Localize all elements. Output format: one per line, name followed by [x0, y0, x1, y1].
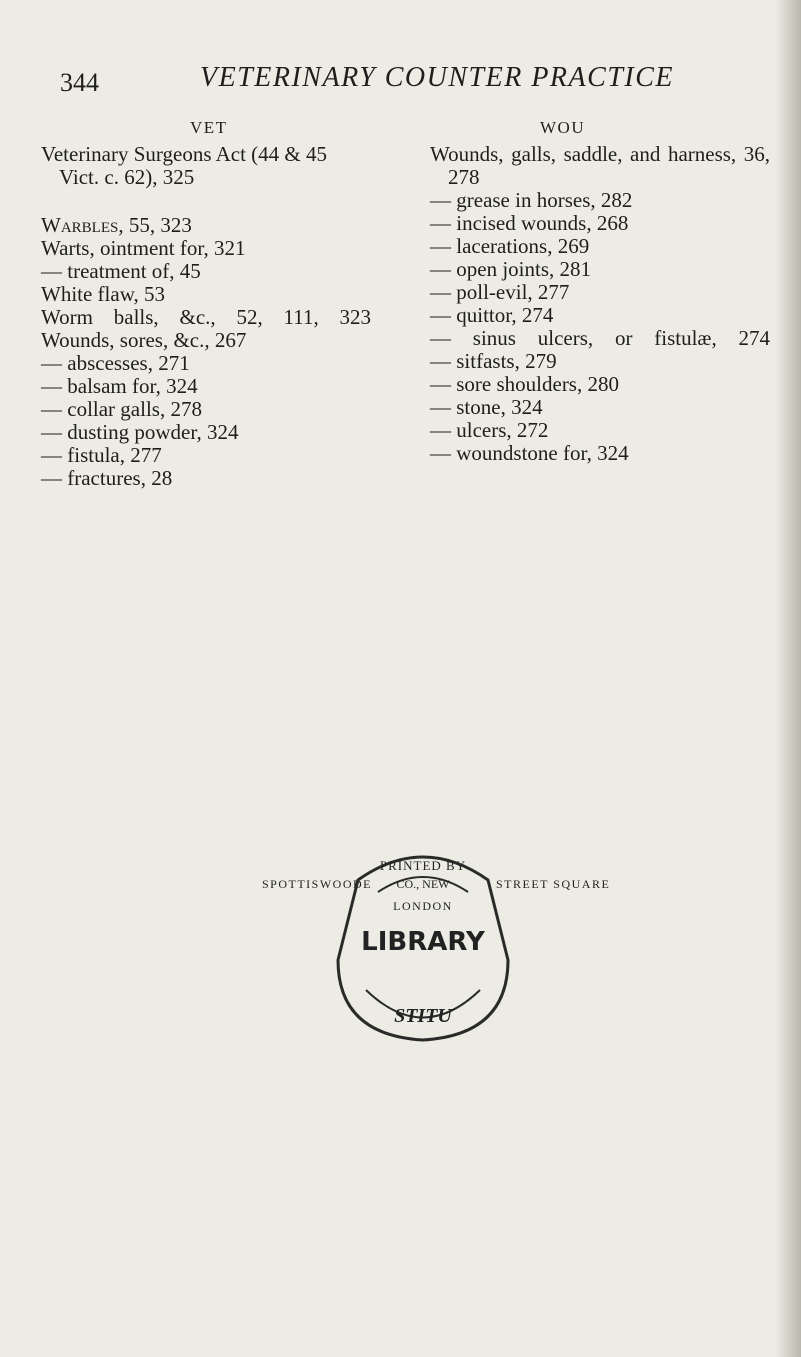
index-entry: Warts, ointment for, 321	[41, 236, 246, 260]
stamp-word: LIBRARY	[361, 927, 485, 957]
stamp-top-text: PRINTED BY	[379, 858, 467, 873]
index-entry: — fistula, 277	[41, 443, 162, 467]
index-entry: — open joints, 281	[430, 257, 591, 281]
index-entry: — lacerations, 269	[430, 234, 590, 258]
index-entry: Veterinary Surgeons Act (44 & 45 Vict. c. 62), 325	[41, 142, 327, 189]
index-entry: — balsam for, 324	[41, 374, 198, 398]
index-entry: — grease in horses, 282	[430, 188, 633, 212]
left-column-head: VET	[190, 118, 228, 137]
index-entry: — sitfasts, 279	[430, 349, 557, 373]
stamp-middle-text: CO., NEW	[396, 877, 450, 891]
index-entry: — woundstone for, 324	[430, 441, 629, 465]
running-title: VETERINARY COUNTER PRACTICE	[200, 62, 674, 93]
page-edge-shadow	[775, 0, 801, 1357]
imprint-right: STREET SQUARE	[496, 877, 611, 891]
page-header	[0, 60, 801, 100]
index-entry: White flaw, 53	[41, 282, 166, 306]
index-entry: Wounds, galls, saddle, and harness, 36, 278	[430, 142, 770, 189]
index-entry: — quittor, 274	[430, 303, 554, 327]
page-number: 344	[60, 68, 99, 97]
stamp-city: LONDON	[393, 899, 453, 913]
index-column-left	[41, 143, 371, 490]
index-entry: — sore shoulders, 280	[430, 372, 619, 396]
imprint-left: SPOTTISWOODE	[262, 877, 372, 891]
library-stamp	[318, 840, 528, 1045]
index-entry: — dusting powder, 324	[41, 420, 239, 444]
index-entry: Warbles, 55, 323	[41, 213, 192, 237]
index-entry: — incised wounds, 268	[430, 211, 629, 235]
index-entry: Wounds, sores, &c., 267	[41, 328, 247, 352]
index-entry: — sinus ulcers, or fistulæ, 274	[430, 326, 770, 350]
right-column-head: WOU	[540, 118, 586, 137]
index-entry: — abscesses, 271	[41, 351, 190, 375]
index-entry: — poll-evil, 277	[430, 280, 570, 304]
index-entry: Worm balls, &c., 52, 111, 323	[41, 305, 371, 329]
index-entry: — fractures, 28	[41, 466, 173, 490]
index-entry: — stone, 324	[430, 395, 543, 419]
index-entry: — ulcers, 272	[430, 418, 549, 442]
index-column-right	[430, 143, 770, 465]
index-entry: — collar galls, 278	[41, 397, 202, 421]
index-entry: — treatment of, 45	[41, 259, 201, 283]
stamp-bottom-text: STITU	[394, 1005, 452, 1027]
